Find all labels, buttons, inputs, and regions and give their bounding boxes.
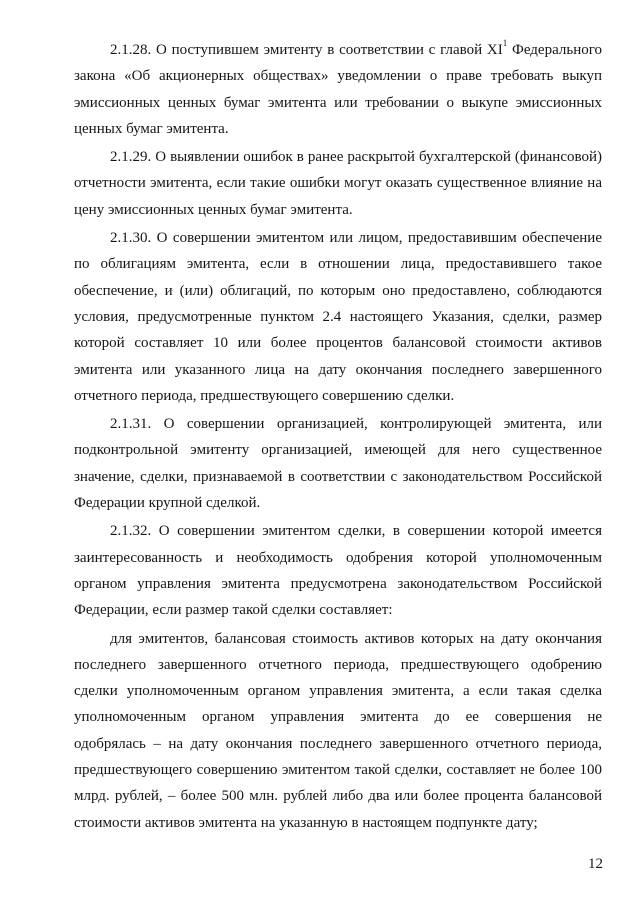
paragraph-2-1-28 [74,37,602,142]
paragraph-2-1-30 [74,225,602,409]
paragraph-line: обеспечение, и (или) облигаций, по которым оно предоставлено, соблюдаются [74,282,602,299]
paragraph-line: Федерации крупной сделкой. [74,495,261,512]
paragraph-line: условия, предусмотренные пунктом 2.4 настоящего Указания, сделки, размер [74,308,602,325]
paragraph-line-text: 2.1.28. О поступившем эмитенту в соответствии с главой XI [110,42,503,58]
document-body [74,37,602,836]
paragraph-line: по облигациям эмитента, если в отношении лица, предоставившего такое [74,256,602,273]
paragraph-line: органом управления эмитента предусмотрена законодательством Российской [74,575,602,592]
paragraph-line: подконтрольной эмитенту организацией, имеющей для него существенное [74,442,602,459]
paragraph-line: уполномоченным органом управления эмитента до ее совершения не [74,709,602,726]
paragraph-line [74,37,602,63]
paragraph-line: 2.1.29. О выявлении ошибок в ранее раскрытой бухгалтерской (финансовой) [110,149,602,166]
paragraph-line: отчетного периода, предшествующего совершению сделки. [74,387,455,404]
paragraph-line: млрд. рублей, – более 500 млн. рублей либо два или более процента балансовой [74,788,602,805]
paragraph-line: последнего завершенного отчетного периода, предшествующего одобрению [74,656,602,673]
paragraph-line: предшествующего совершению эмитентом такой сделки, составляет не более 100 [74,762,602,779]
paragraph-line: заинтересованность и необходимость одобрения которой уполномоченным [74,549,602,566]
paragraph-line: значение, сделки, признаваемой в соответствии с законодательством Российской [74,468,602,485]
paragraph-line: цену эмиссионных ценных бумаг эмитента. [74,201,353,218]
paragraph-line: одобрялась – на дату окончания последнего завершенного отчетного периода, [74,735,602,752]
page-number: 12 [588,856,603,872]
paragraph-2-1-29 [74,144,602,223]
paragraph-2-1-32-subclause [74,626,602,836]
superscript-chapter: 1 [502,38,508,48]
paragraph-line: стоимости активов эмитента на указанную в настоящем подпункте дату; [74,814,538,831]
paragraph-line-tail: Федерального [507,42,603,58]
paragraph-line: сделки уполномоченным органом управления эмитента, а если такая сделка [74,683,602,700]
paragraph-line: закона «Об акционерных обществах» уведомлении о праве требовать выкуп [74,68,602,85]
paragraph-line: ценных бумаг эмитента. [74,120,229,137]
paragraph-line: эмитента или указанного лица на дату окончания последнего завершенного [74,361,602,378]
paragraph-2-1-32 [74,518,602,623]
paragraph-line: эмиссионных ценных бумаг эмитента или требовании о выкупе эмиссионных [74,94,602,111]
paragraph-line: 2.1.31. О совершении организацией, контролирующей эмитента, или [110,416,602,433]
paragraph-line: отчетности эмитента, если такие ошибки могут оказать существенное влияние на [74,175,602,192]
paragraph-line: 2.1.30. О совершении эмитентом или лицом, предоставившим обеспечение [110,230,602,247]
paragraph-line: для эмитентов, балансовая стоимость активов которых на дату окончания [110,630,602,647]
paragraph-line: которой составляет 10 или более процентов балансовой стоимости активов [74,335,602,352]
paragraph-line: 2.1.32. О совершении эмитентом сделки, в совершении которой имеется [110,523,602,540]
paragraph-2-1-31 [74,411,602,516]
paragraph-line: Федерации, если размер такой сделки составляет: [74,602,393,619]
